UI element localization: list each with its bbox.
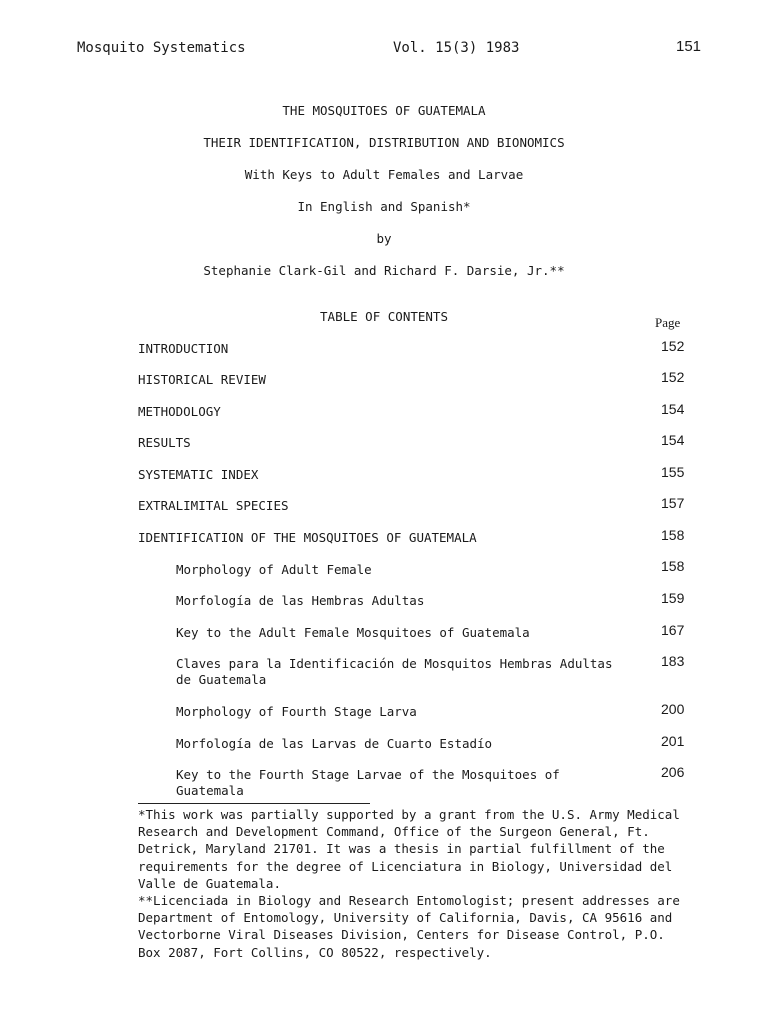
title-line-2: THEIR IDENTIFICATION, DISTRIBUTION AND BIONOMICS [203,135,565,150]
toc-entry-page: 159 [661,590,685,606]
toc-entry-label: Morfología de las Larvas de Cuarto Estadío [176,736,493,751]
toc-entry-label: Morphology of Fourth Stage Larva [176,704,417,719]
toc-entry-label: Morfología de las Hembras Adultas [176,593,425,608]
footnote-2: **Licenciada in Biology and Research Entomologist; present addresses are Department of Entomology, University of California, Davis, CA 95616 and Vectorborne Viral Diseases Division, Centers for Disease Control, P.O. Box 2087, Fort Collins, CO 80522, respectively. [138,893,680,960]
toc-entry-page: 157 [661,495,685,511]
toc-entry-page: 200 [661,701,685,717]
volume-issue: Vol. 15(3) 1983 [393,40,520,56]
toc-entry-page: 206 [661,764,685,780]
footnotes [138,806,698,961]
journal-name: Mosquito Systematics [77,40,246,56]
toc-entry-label: METHODOLOGY [138,404,221,419]
toc-entry-page: 158 [661,527,685,543]
toc-entry-page: 183 [661,653,685,669]
toc-entry-label: Key to the Fourth Stage Larvae of the Mosquitoes of Guatemala [176,767,560,798]
toc-entry-label: Key to the Adult Female Mosquitoes of Guatemala [176,625,530,640]
by-line: by [376,231,392,246]
page-number: 151 [676,38,702,55]
toc-page-heading: Page [655,315,681,330]
toc-entry-page: 154 [661,401,685,417]
toc-entry-label: SYSTEMATIC INDEX [138,467,259,482]
toc-entry-label: Morphology of Adult Female [176,562,372,577]
toc-entry-page: 152 [661,338,685,354]
toc-entry-page: 158 [661,558,685,574]
footnote-divider [138,803,370,804]
toc-entry-label: EXTRALIMITAL SPECIES [138,498,289,513]
footnote-1: *This work was partially supported by a grant from the U.S. Army Medical Research and Development Command, Office of the Surgeon General, Ft. Detrick, Maryland 21701. It was a thesis in partial fulfillment of the requirements for the degree of Licenciatura in Biology, Universidad del Valle de Guatemala. [138,807,680,891]
toc-entry-label: HISTORICAL REVIEW [138,372,266,387]
authors: Stephanie Clark-Gil and Richard F. Darsie, Jr.** [203,263,565,278]
toc-heading: TABLE OF CONTENTS [320,309,448,324]
title-line-1: THE MOSQUITOES OF GUATEMALA [282,103,486,118]
toc-entry-page: 155 [661,464,685,480]
title-line-3: With Keys to Adult Females and Larvae [244,167,524,182]
toc-entry-label: IDENTIFICATION OF THE MOSQUITOES OF GUATEMALA [138,530,477,545]
toc-entry-page: 152 [661,369,685,385]
toc-entry-page: 201 [661,733,685,749]
toc-entry-page: 154 [661,432,685,448]
toc-entry-label: RESULTS [138,435,191,450]
toc-entry-label: Claves para la Identificación de Mosquitos Hembras Adultas de Guatemala [176,656,613,687]
toc-entry-label: INTRODUCTION [138,341,229,356]
toc-entry-page: 167 [661,622,685,638]
title-line-4: In English and Spanish* [297,199,471,214]
